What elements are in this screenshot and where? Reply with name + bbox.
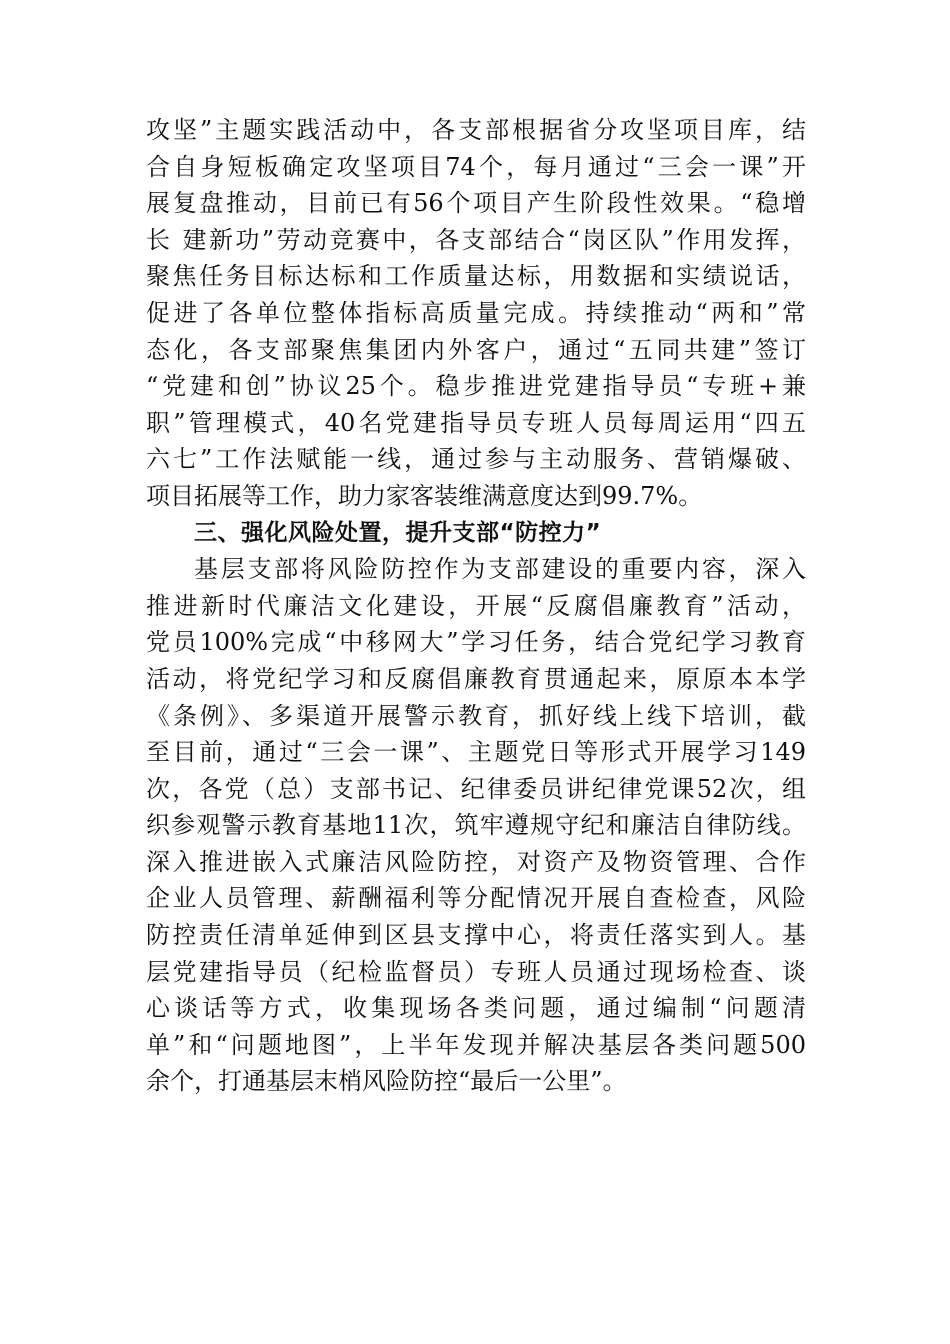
paragraph-2 [146,551,806,1100]
text-line: 企业人员管理、薪酬福利等分配情况开展自查检查，风险 [146,884,806,913]
paragraph-1 [146,112,806,515]
text-line: 次，各党（总）支部书记、纪律委员讲纪律党课52次，组 [146,774,806,803]
text-line: 《条例》、多渠道开展警示教育，抓好线上线下培训，截 [146,701,806,730]
text-line: 基层支部将风险防控作为支部建设的重要内容，深入 [194,555,806,584]
document-body [146,112,806,1100]
text-line: 六七”工作法赋能一线，通过参与主动服务、营销爆破、 [146,445,806,474]
text-line: 活动，将党纪学习和反腐倡廉教育贯通起来，原原本本学 [146,664,806,693]
section-heading: 三、强化风险处置，提升支部“防控力” [194,519,602,546]
text-line: 至目前，通过“三会一课”、主题党日等形式开展学习149 [146,738,806,767]
text-line: 推进新时代廉洁文化建设，开展“反腐倡廉教育”活动， [146,591,806,620]
text-line: 单”和“问题地图”，上半年发现并解决基层各类问题500 [146,1030,806,1059]
text-line: 长 建新功”劳动竞赛中，各支部结合“岗区队”作用发挥， [146,225,806,254]
text-line: 攻坚”主题实践活动中，各支部根据省分攻坚项目库，结 [146,116,806,144]
text-line: 促进了各单位整体指标高质量完成。持续推动“两和”常 [146,298,806,327]
text-line: 余个，打通基层末梢风险防控“最后一公里”。 [146,1067,627,1096]
text-line: 合自身短板确定攻坚项目74个，每月通过“三会一课”开 [146,152,806,181]
text-line: 项目拓展等工作，助力家客装维满意度达到99.7%。 [146,481,703,510]
text-line: 织参观警示教育基地11次，筑牢遵规守纪和廉洁自律防线。 [146,811,806,840]
text-line: 职”管理模式，40名党建指导员专班人员每周运用“四五 [146,408,806,437]
text-line: 聚焦任务目标达标和工作质量达标，用数据和实绩说话， [146,262,806,291]
text-line: 防控责任清单延伸到区县支撑中心，将责任落实到人。基 [146,921,806,950]
text-line: “党建和创”协议25个。稳步推进党建指导员“专班+兼 [146,372,806,401]
text-line: 深入推进嵌入式廉洁风险防控，对资产及物资管理、合作 [146,847,806,876]
text-line: 心谈话等方式，收集现场各类问题，通过编制“问题清 [146,994,806,1023]
text-line: 态化，各支部聚焦集团内外客户，通过“五同共建”签订 [146,335,806,364]
text-line: 层党建指导员（纪检监督员）专班人员通过现场检查、谈 [146,957,806,986]
text-line: 展复盘推动，目前已有56个项目产生阶段性效果。“稳增 [146,189,806,218]
text-line: 党员100%完成“中移网大”学习任务，结合党纪学习教育 [146,628,806,657]
